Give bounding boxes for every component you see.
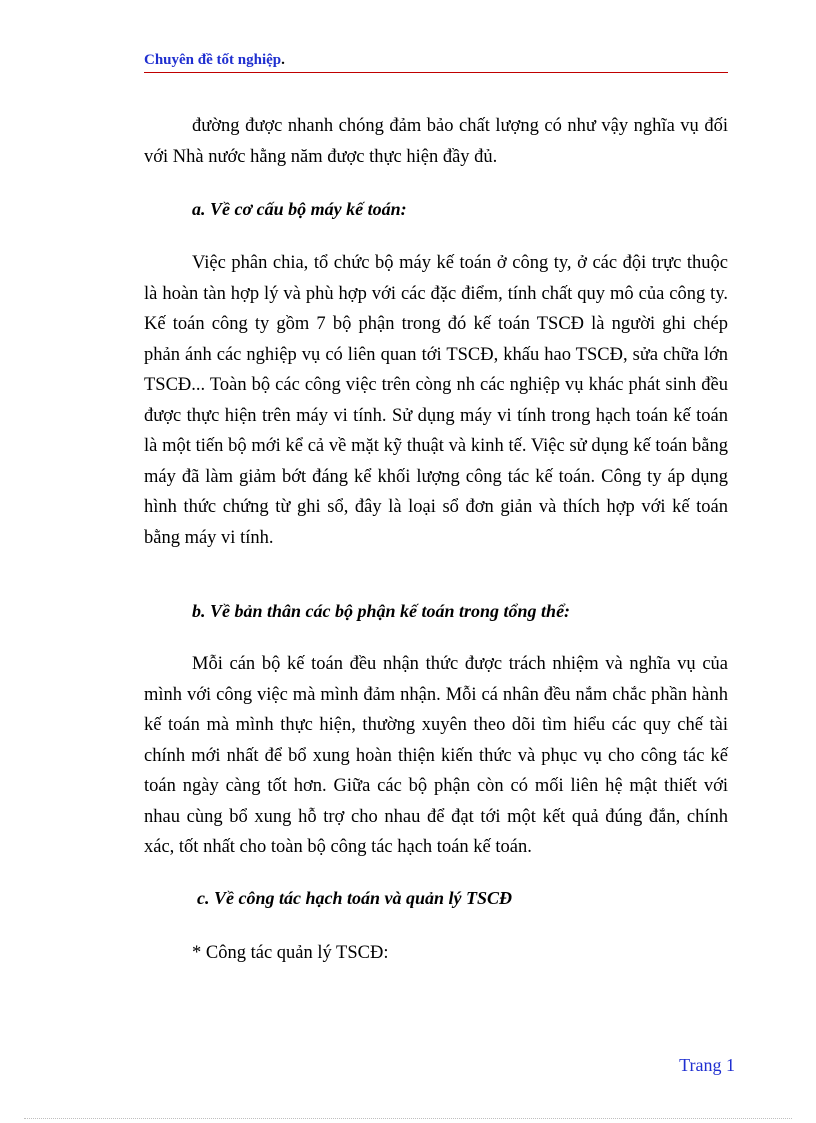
paragraph-b: Mỗi cán bộ kế toán đều nhận thức được trách nhiệm và nghĩa vụ của mình với công việc mà mình đảm nhận. Mỗi cá nhân đều nắm chắc phần hành kế toán mà mình thực hiện, thường xuyên theo dõi tìm hiểu các quy chế tài chính mới nhất để bổ xung hoàn thiện kiến thức và phục vụ cho công tác kế toán ngày càng tốt hơn. Giữa các bộ phận còn có mối liên hệ mật thiết với nhau cùng bổ xung hỗ trợ cho nhau để đạt tới một kết quả đúng đắn, chính xác, tốt nhất cho toàn bộ công tác hạch toán kế toán. [144,654,728,857]
paragraph-intro: đường được nhanh chóng đảm bảo chất lượng có như vậy nghĩa vụ đối với Nhà nước hằng năm được thực hiện đầy đủ. [144,116,728,167]
page-header [144,50,728,73]
heading-a: a. Về cơ cấu bộ máy kế toán: [192,199,407,219]
page-bottom-divider [24,1118,792,1119]
header-title: Chuyên đề tốt nghiệp [144,52,282,68]
heading-c: c. Về công tác hạch toán và quản lý TSCĐ [197,888,513,908]
heading-b: b. Về bản thân các bộ phận kế toán trong tổng thể: [192,601,571,621]
page-number: Trang 1 [679,1055,735,1075]
paragraph-c: * Công tác quản lý TSCĐ: [192,943,389,963]
header-suffix: . [281,52,285,68]
paragraph-a: Việc phân chia, tổ chức bộ máy kế toán ở công ty, ở các đội trực thuộc là hoàn tàn hợp lý và phù hợp với các đặc điểm, tính chất quy mô của công ty. Kế toán công ty gồm 7 bộ phận trong đó kế toán TSCĐ là người ghi chép phản ánh các nghiệp vụ có liên quan tới TSCĐ, khấu hao TSCĐ, sửa chữa lớn TSCĐ... Toàn bộ các công việc trên còng nh các nghiệp vụ khác phát sinh đều được thực hiện trên máy vi tính. Sử dụng máy vi tính trong hạch toán kế toán là một tiến bộ mới kể cả về mặt kỹ thuật và kinh tế. Việc sử dụng kế toán bằng máy đã làm giảm bớt đáng kể khối lượng công tác kế toán. Công ty áp dụng hình thức chứng từ ghi sổ, đây là loại sổ đơn giản và thích hợp với kế toán bằng máy vi tính. [144,253,728,548]
